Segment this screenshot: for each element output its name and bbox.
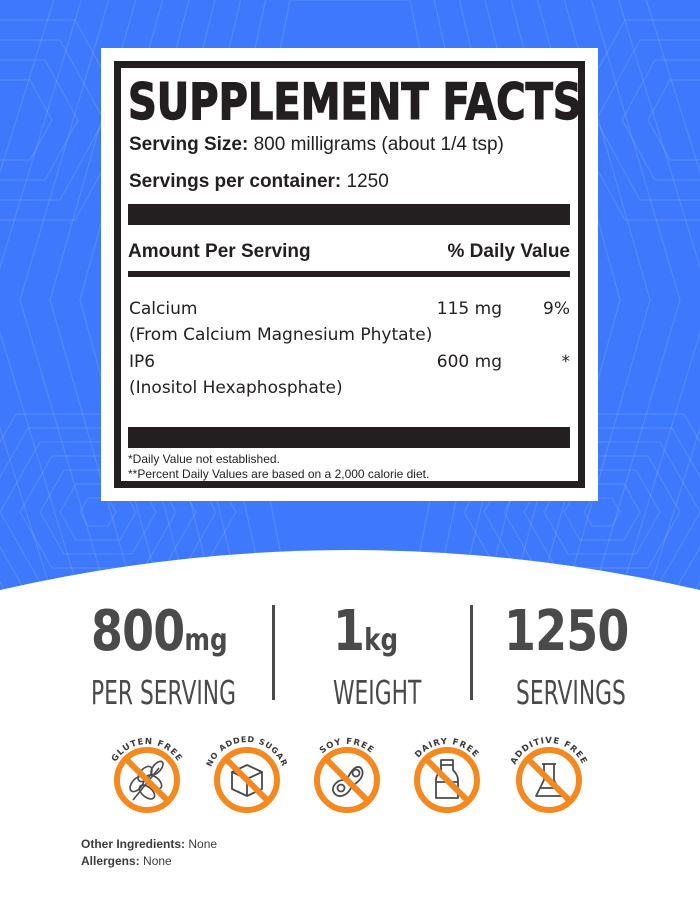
stats-row [0, 600, 700, 710]
servings-per-container-label: Servings per container: [129, 171, 342, 192]
free-from-badges [0, 722, 700, 822]
badge-label: ADDITIVE FREE [508, 735, 590, 767]
other-ingredients [81, 836, 217, 853]
badge-label: SOY FREE [318, 736, 377, 756]
serving-size [129, 134, 504, 156]
divider-bar-bottom [128, 427, 570, 448]
allergens-value: None [143, 854, 172, 868]
nutrient-source: (Inositol Hexaphosphate) [129, 378, 343, 398]
stat-unit: kg [364, 623, 399, 658]
footnote-daily-value: *Daily Value not established. [128, 452, 280, 466]
nutrient-name: IP6 [129, 352, 156, 372]
badge-label: GLUTEN FREE [109, 736, 185, 764]
nutrient-name: Calcium [129, 299, 198, 319]
badge-additive-free [499, 722, 599, 822]
stat-servings [504, 600, 682, 711]
stat-value [333, 600, 443, 673]
supplement-facts-panel [101, 48, 598, 501]
stat-number: 1 [333, 599, 365, 664]
stat-number: 1250 [504, 599, 629, 664]
stat-value [91, 600, 271, 673]
stat-divider [470, 605, 473, 700]
stat-label: WEIGHT [333, 673, 422, 712]
other-ingredients-value: None [188, 837, 218, 851]
stat-weight [333, 600, 467, 711]
badge-gluten-free [97, 722, 197, 822]
ingredients-info [81, 836, 217, 870]
footnote-calorie-diet: **Percent Daily Values are based on a 2,000 calorie diet. [128, 467, 430, 481]
badge-soy-free [297, 722, 397, 822]
divider-bar-top [128, 204, 570, 225]
stat-label: SERVINGS [516, 673, 626, 712]
serving-size-value: 800 milligrams (about 1/4 tsp) [253, 134, 504, 155]
badge-dairy-free [397, 722, 497, 822]
badge-label: NO ADDED SUGAR [204, 734, 290, 769]
serving-size-label: Serving Size: [129, 134, 249, 155]
stat-value [504, 600, 650, 673]
stat-per-serving [91, 600, 311, 711]
divider-bar-thin [128, 271, 570, 277]
stat-divider [272, 605, 275, 700]
svg-text:SOY FREE [318, 737, 376, 756]
allergens [81, 853, 217, 870]
servings-per-container [129, 171, 389, 193]
header-daily-value: % Daily Value [447, 241, 570, 262]
servings-per-container-value: 1250 [346, 171, 389, 192]
allergens-label: Allergens: [81, 854, 140, 868]
supplement-facts-label [114, 61, 585, 488]
stat-label: PER SERVING [91, 673, 236, 712]
nutrient-amount: 600 mg [436, 352, 502, 372]
nutrient-daily-value: 9% [543, 299, 570, 319]
stat-unit: mg [184, 623, 228, 658]
other-ingredients-label: Other Ingredients: [81, 837, 186, 851]
badge-label: DAIRY FREE [413, 736, 481, 761]
nutrient-source: (From Calcium Magnesium Phytate) [129, 325, 433, 345]
stat-number: 800 [91, 599, 185, 664]
facts-title: SUPPLEMENT FACTS [128, 73, 582, 131]
badge-no-added-sugar [197, 722, 297, 822]
nutrient-daily-value: * [561, 352, 570, 372]
header-amount-per-serving: Amount Per Serving [128, 241, 311, 262]
nutrient-amount: 115 mg [436, 299, 502, 319]
